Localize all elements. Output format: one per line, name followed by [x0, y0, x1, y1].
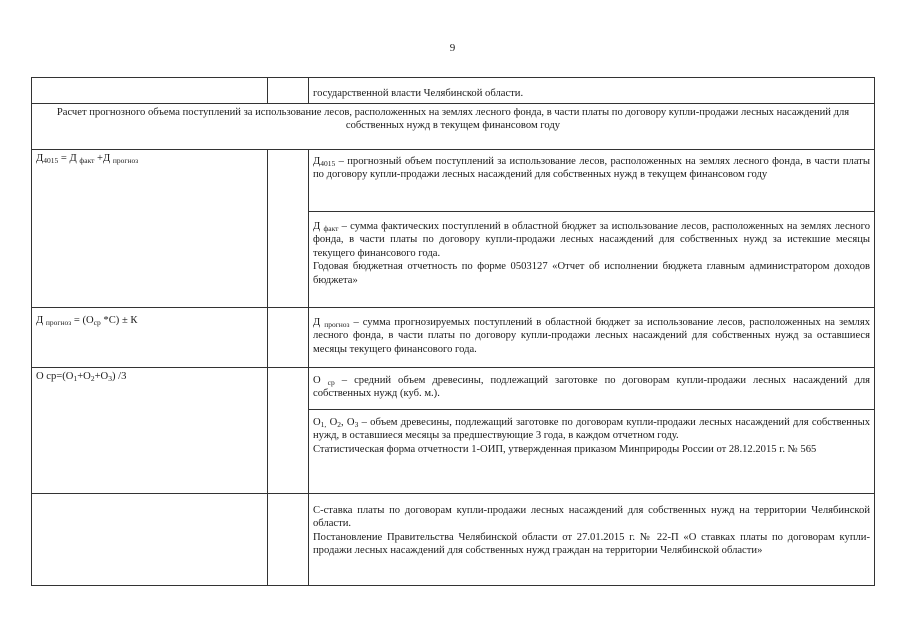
document-table [31, 77, 875, 586]
table-cell [268, 368, 309, 494]
formula-d4015: Д4015 = Д факт +Д прогноз [32, 150, 268, 308]
table-cell [32, 494, 268, 586]
description-o-sr: О ср – средний объем древесины, подлежащий заготовке по договорам купли-продажи лесных насаждений для собственных нужд (куб. м.). [309, 368, 875, 410]
description-d-fakt: Д факт – сумма фактических поступлений в областной бюджет за использование лесов, расположенных на землях лесного фонда, в части платы по договору купли-продажи лесных насаждений для собственных нужд за истекшие месяцы текущего финансового года. Годовая бюджетная отчетность по форме 0503127 «Отчет об исполнении бюджета главным администратором доходов бюджета» [309, 212, 875, 308]
table-cell [268, 494, 309, 586]
table-row [32, 78, 875, 104]
table-row [32, 368, 875, 410]
page-number: 9 [449, 42, 456, 54]
description-d4015: Д4015 – прогнозный объем поступлений за использование лесов, расположенных на землях лесного фонда, в части платы по договору купли-продажи лесных насаждений для собственных нужд в текущем финансовом году [309, 150, 875, 212]
table-row [32, 308, 875, 368]
table-row [32, 150, 875, 212]
description-d-prognoz: Д прогноз – сумма прогнозируемых поступлений в областной бюджет за использование лесов, расположенных на землях лесного фонда, в части платы по договору купли-продажи лесных насаждений для собственных нужд за оставшиеся месяцы текущего финансового года. [309, 308, 875, 368]
table-cell [268, 308, 309, 368]
formula-o-sr: О ср=(О1+О2+О3) /3 [32, 368, 268, 494]
table-cell [268, 78, 309, 104]
table-row [32, 104, 875, 150]
description-c-rate: С-ставка платы по договорам купли-продажи лесных насаждений для собственных нужд на территории Челябинской области. Постановление Правительства Челябинской области от 27.01.2015 г. № 22-П «О ставках платы по договорам купли-продажи лесных насаждений для собственных нужд граждан на территории Челябинской области» [309, 494, 875, 586]
table-cell [32, 78, 268, 104]
description-o123: О1, О2, О3 – объем древесины, подлежащий заготовке по договорам купли-продажи лесных насаждений для собственных нужд, в оставшиеся месяцы за предшествующие 3 года, в каждом отчетном году. Статистическая форма отчетности 1-ОИП, утвержденная приказом Минприроды России от 28.12.2015 г. № 565 [309, 410, 875, 494]
section-title: Расчет прогнозного объема поступлений за использование лесов, расположенных на землях лесного фонда, в части платы по договору купли-продажи лесных насаждений для собственных нужд в текущем финансовом году [32, 104, 875, 150]
top-continuation-text: государственной власти Челябинской области. [309, 78, 875, 104]
table-cell [268, 150, 309, 308]
table-row [32, 494, 875, 586]
formula-d-prognoz: Д прогноз = (Оср *С) ± К [32, 308, 268, 368]
